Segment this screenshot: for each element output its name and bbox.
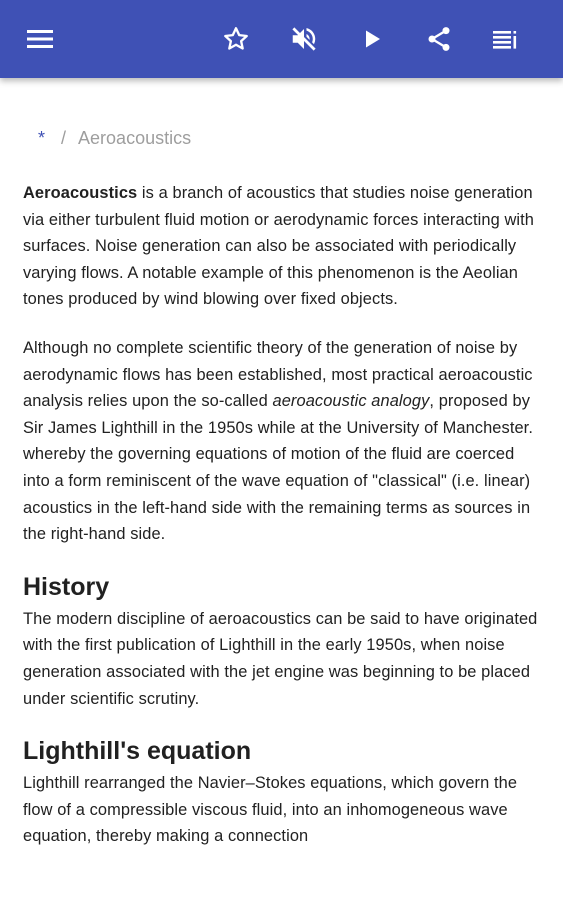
intro-text: is a branch of acoustics that studies noise generation via either turbulent fluid motion or aerodynamic forces interacting with surfaces. Noise generation can also be associated with periodically varying flows. A notable example of this phenomenon is the Aeolian tones produced by wind blowing over fixed objects. (23, 184, 535, 309)
volume-off-icon (289, 24, 319, 54)
analogy-text-1: Although no complete scientific theory of the generation of noise by aerodynamic flows has been established, most practical aeroacoustic analysis relies upon the so-called (23, 338, 533, 411)
intro-term: Aeroacoustics (23, 184, 138, 202)
star-outline-icon (222, 25, 250, 53)
share-icon (425, 25, 453, 53)
menu-icon (26, 28, 54, 50)
breadcrumb (38, 128, 191, 149)
analogy-paragraph (23, 335, 543, 548)
mute-button[interactable] (284, 19, 324, 59)
analogy-text-2: , proposed by Sir James Lighthill in the 1950s while at the University of Manchester. whereby the governing equations of motion of the fluid are coerced into a form reminiscent of the wave equation of "classical" (i.e. linear) acoustics in the left-hand side with the remaining terms as sources in the right-hand side. (23, 392, 533, 544)
lighthill-heading: Lighthill's equation (23, 737, 252, 766)
breadcrumb-home-link[interactable]: * (38, 128, 46, 148)
bookmark-button[interactable] (216, 19, 256, 59)
history-paragraph: The modern discipline of aeroacoustics can be said to have originated with the first publication of Lighthill in the early 1950s, when noise generation associated with the jet engine was beginning to be placed under scientific scrutiny. (23, 609, 538, 708)
intro-paragraph (23, 180, 543, 313)
history-heading: History (23, 572, 110, 601)
menu-button[interactable] (20, 19, 60, 59)
breadcrumb-current: Aeroacoustics (78, 128, 192, 148)
lighthill-paragraph: Lighthill rearranged the Navier–Stokes equations, which govern the flow of a compressible viscous fluid, into an inhomogeneous wave equation, thereby making a connection (23, 774, 518, 846)
playlist-icon (492, 27, 520, 51)
article-body (23, 180, 543, 872)
contents-button[interactable] (486, 19, 526, 59)
analogy-italic: aeroacoustic analogy (272, 392, 430, 411)
breadcrumb-separator: / (61, 128, 67, 148)
play-icon (360, 27, 384, 51)
app-toolbar (0, 0, 563, 78)
share-button[interactable] (419, 19, 459, 59)
play-button[interactable] (352, 19, 392, 59)
article-content[interactable] (0, 78, 563, 900)
